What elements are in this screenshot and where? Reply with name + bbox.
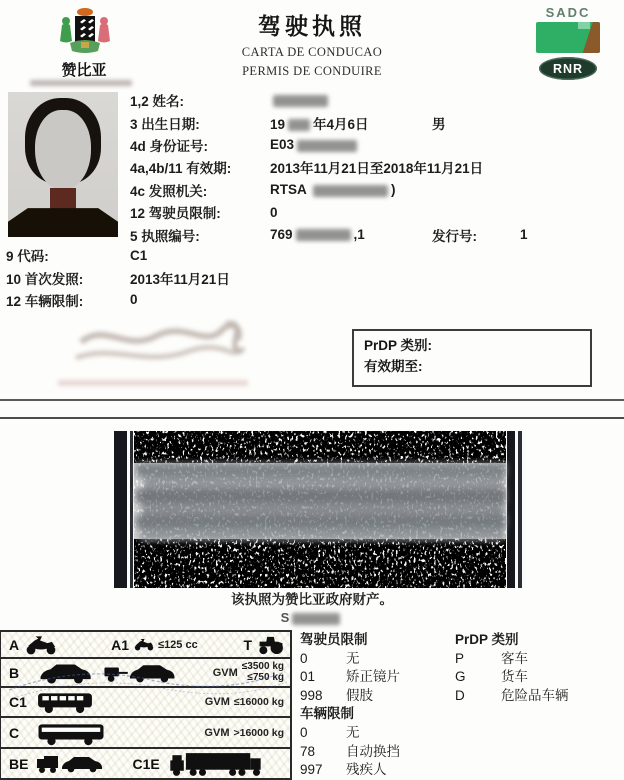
gvm-value: ≤16000 kg <box>233 696 284 708</box>
motorcycle-icon <box>23 635 59 655</box>
field-issuing-authority: 4c 发照机关: RTSA ) <box>130 182 396 199</box>
signature-scribble <box>66 314 266 378</box>
legend-item: 78 自动换挡 <box>300 743 400 759</box>
prdp-box <box>352 329 592 387</box>
card-divider-line <box>0 399 624 401</box>
legend-item: D 危险品车辆 <box>455 687 569 703</box>
redacted-value <box>297 140 357 152</box>
gender-value: 男 <box>432 116 446 132</box>
category-code: C1 <box>9 694 27 710</box>
zambia-coat-of-arms-icon <box>52 5 118 61</box>
engine-size-note: ≤125 cc <box>158 638 198 651</box>
redacted-value <box>296 229 351 241</box>
redacted-value <box>292 613 340 625</box>
vehicle-category-table <box>0 630 292 780</box>
prdp-category-label: PrDP 类别: <box>364 338 433 353</box>
category-row-C1 <box>1 688 290 718</box>
category-code: T <box>243 636 252 653</box>
redacted-value <box>273 95 328 107</box>
issue-no-value: 1 <box>520 227 528 243</box>
sadc-flag-icon <box>536 22 600 53</box>
restrictions-legend <box>300 631 452 780</box>
field-license-number: 5 执照编号: 769 ,1 发行号: 1 <box>130 223 622 245</box>
redacted-value <box>313 185 388 197</box>
prdp-valid-until-label: 有效期至: <box>364 358 423 374</box>
prdp-category-title: PrDP 类别 <box>455 632 519 647</box>
redacted-value <box>288 119 310 131</box>
vehicle-restrictions-title: 车辆限制 <box>300 706 354 722</box>
ownership-statement: 该执照为赞比亚政府财产。 <box>231 592 393 607</box>
prdp-legend <box>455 631 620 705</box>
document-title: 驾驶执照 <box>258 13 366 39</box>
document-subtitle-fr: PERMIS DE CONDUIRE <box>242 64 382 79</box>
gvm-label: GVM <box>212 666 238 679</box>
car-with-trailer-icon <box>103 663 177 683</box>
card-divider-line <box>0 417 624 419</box>
gvm-value: ≤3500 kg <box>241 661 284 672</box>
front-fields <box>130 89 622 246</box>
field-vehicle-restrictions: 12 车辆限制: 0 <box>6 292 138 309</box>
legend-item: 998 假肢 <box>300 687 373 703</box>
driver-restrictions-title: 驾驶员限制 <box>300 632 368 647</box>
truck-with-car-icon <box>36 754 106 774</box>
legend-item: 0 无 <box>300 650 360 666</box>
front-fields-lower <box>6 244 426 311</box>
minibus-icon <box>37 690 93 714</box>
car-icon <box>37 662 93 684</box>
legend-item: G 货车 <box>455 669 528 685</box>
tractor-icon <box>256 634 286 655</box>
field-codes: 9 代码: C1 <box>6 247 148 265</box>
photo-silhouette <box>8 92 118 237</box>
legend-item: 01 矫正镜片 <box>300 669 400 685</box>
document-subtitle-pt: CARTA DE CONDUCAO <box>241 45 383 59</box>
serial-code: S <box>0 610 624 625</box>
category-row-A <box>1 632 290 659</box>
category-code: B <box>9 664 20 681</box>
bus-icon <box>31 720 111 746</box>
rnr-label: RNR <box>552 61 584 76</box>
rnr-badge-icon <box>539 57 597 80</box>
legend-item: 0 无 <box>300 724 360 740</box>
gvm-label: GVM <box>204 696 230 708</box>
category-row-B <box>1 659 290 688</box>
field-id-number: 4d 身份证号: E03 <box>130 134 622 156</box>
country-subtitle-redacted <box>30 80 132 86</box>
gvm-label: GVM <box>204 726 230 739</box>
sadc-label: SADC <box>545 5 591 20</box>
category-code: BE <box>9 755 29 772</box>
pdf417-barcode <box>114 431 526 588</box>
category-row-C <box>1 718 290 749</box>
legend-item: 997 残疾人 <box>300 762 387 778</box>
field-first-issue: 10 首次发照: 2013年11月21日 <box>6 271 230 287</box>
gvm-value: >16000 kg <box>233 726 284 739</box>
field-validity: 4a,4b/11 有效期: 2013年11月21日至2018年11月21日 <box>130 161 484 177</box>
articulated-truck-icon <box>168 750 264 777</box>
field-birthdate: 3 出生日期: 19 年4月6日 男 <box>130 111 622 133</box>
field-driver-restrictions: 12 驾驶员限制: 0 <box>130 204 278 222</box>
legend-item: P 客车 <box>455 650 528 666</box>
category-code: A <box>9 636 20 653</box>
category-code: A1 <box>111 636 130 653</box>
field-name: 1,2 姓名: <box>130 89 622 111</box>
faint-smudge <box>58 380 248 386</box>
category-code: C1E <box>132 755 160 772</box>
gvm-value: ≤750 kg <box>247 671 284 683</box>
category-code: C <box>9 724 20 741</box>
issue-no-label: 发行号: <box>432 228 477 244</box>
category-row-BE <box>1 749 290 780</box>
country-name: 赞比亚 <box>61 62 107 79</box>
small-motorcycle-icon <box>133 638 155 651</box>
